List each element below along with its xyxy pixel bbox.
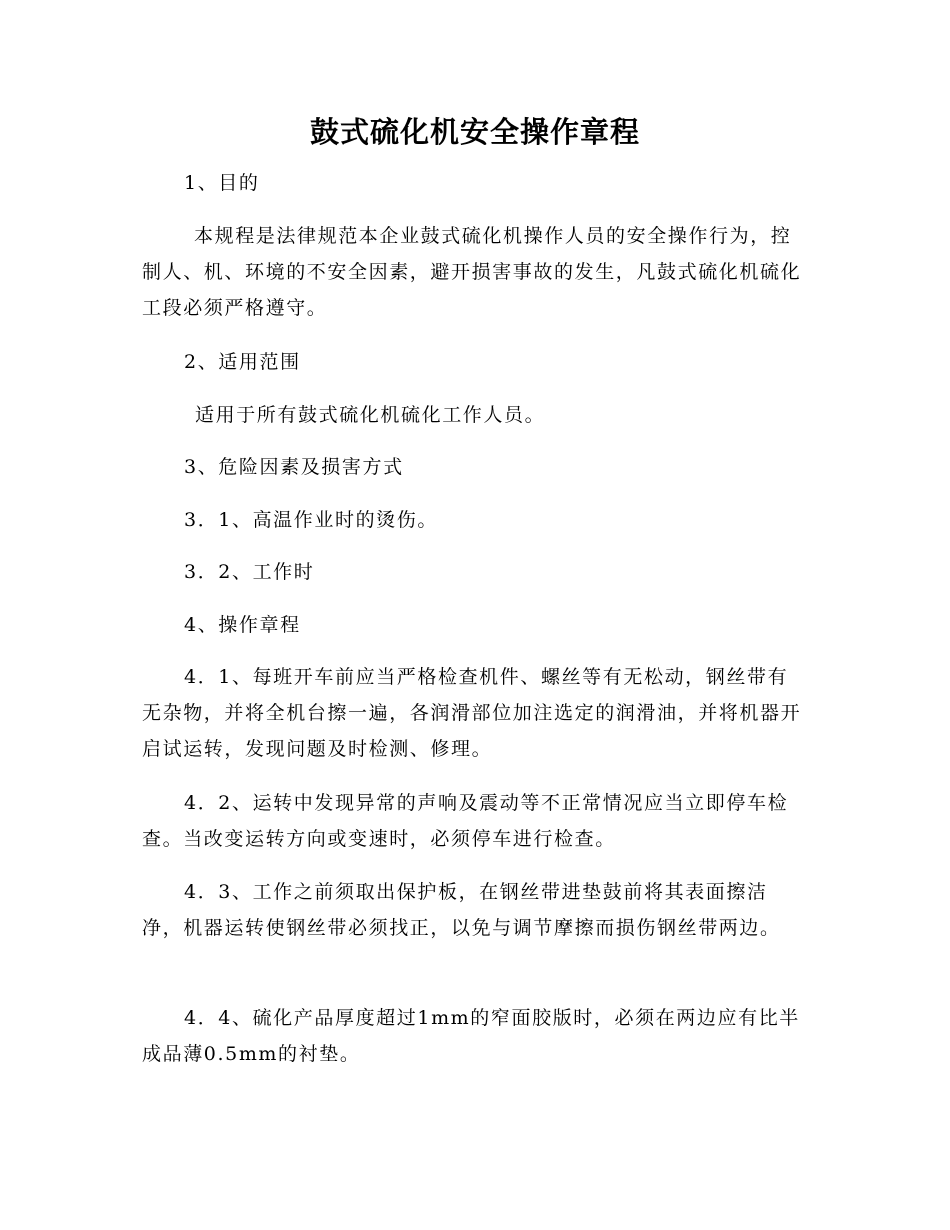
hazard-item-3-1: 3．1、高温作业时的烫伤。 [184, 509, 438, 531]
paragraph-purpose: 本规程是法律规范本企业鼓式硫化机操作人员的安全操作行为，控制人、机、环境的不安全因素，避开损害事故的发生，凡鼓式硫化机硫化工段必须严格遵守。 [142, 225, 802, 319]
procedure-item-4-1: 4．1、每班开车前应当严格检查机件、螺丝等有无松动，钢丝带有无杂物，并将全机台擦一遍，各润滑部位加注选定的润滑油，并将机器开启试运转，发现问题及时检测、修理。 [142, 666, 802, 760]
section-heading-scope: 2、适用范围 [184, 351, 301, 373]
procedure-item-4-3: 4．3、工作之前须取出保护板，在钢丝带进垫鼓前将其表面擦洁净，机器运转使钢丝带必须找正，以免与调节摩擦而损伤钢丝带两边。 [142, 881, 781, 939]
paragraph-scope: 适用于所有鼓式硫化机硫化工作人员。 [195, 404, 546, 426]
procedure-item-4-2: 4．2、运转中发现异常的声响及震动等不正常情况应当立即停车检查。当改变运转方向或变速时，必须停车进行检查。 [142, 792, 789, 850]
document-title: 鼓式硫化机安全操作章程 [309, 115, 640, 149]
hazard-item-3-2: 3．2、工作时 [184, 561, 315, 583]
procedure-item-4-4: 4．4、硫化产品厚度超过1mm的窄面胶版时，必须在两边应有比半成品薄0.5mm的衬垫。 [142, 1007, 800, 1065]
section-heading-purpose: 1、目的 [184, 172, 260, 194]
section-heading-hazards: 3、危险因素及损害方式 [184, 456, 404, 478]
section-heading-procedures: 4、操作章程 [184, 614, 301, 636]
